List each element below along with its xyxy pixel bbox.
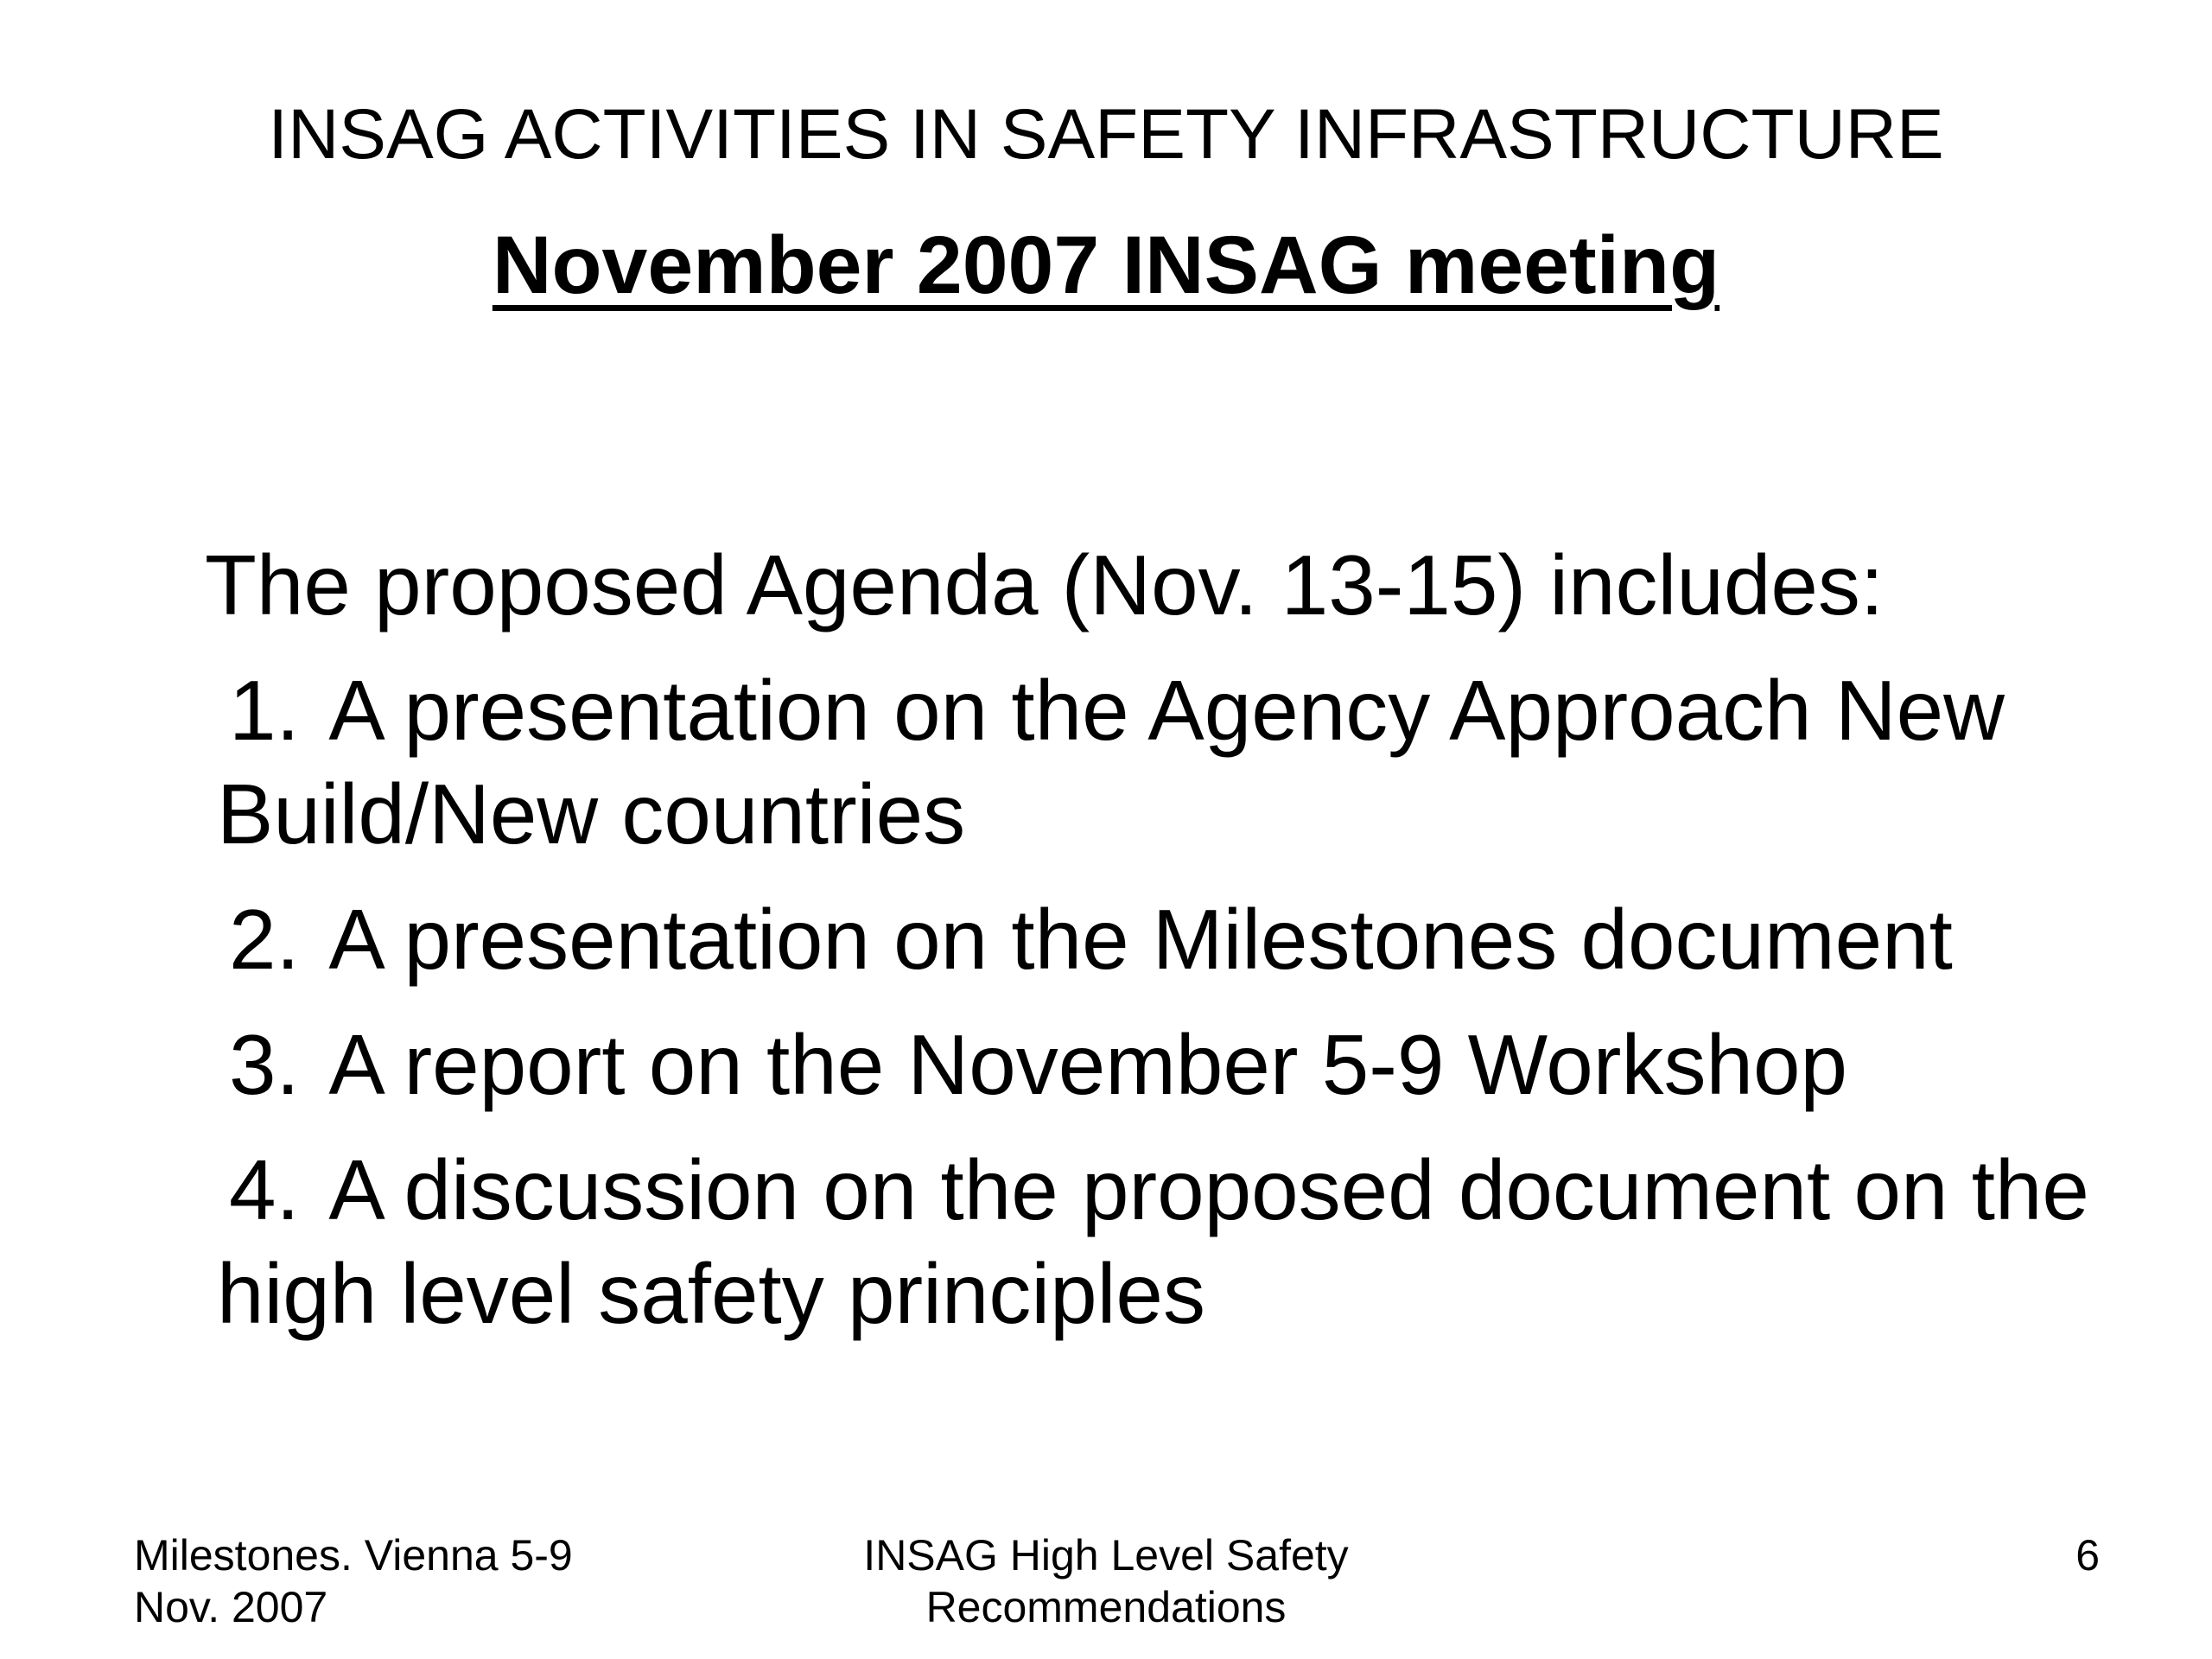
agenda-item-number: 2. — [229, 892, 300, 987]
slide-subtitle: November 2007 INSAG meeting — [492, 219, 1720, 311]
footer-center — [760, 1529, 1452, 1633]
slide-body — [205, 533, 2106, 1367]
agenda-item-text: A report on the November 5-9 Workshop — [328, 1017, 1847, 1112]
footer-center-line-2: Recommendations — [925, 1583, 1287, 1631]
footer-left — [134, 1529, 652, 1633]
agenda-item-text: A discussion on the proposed document on the high level safety principles — [217, 1142, 2089, 1341]
footer-right — [1927, 1529, 2100, 1581]
agenda-item-text: A presentation on the Agency Approach New Build/New countries — [217, 663, 2005, 861]
agenda-item-3 — [205, 1013, 2106, 1116]
slide-title: INSAG ACTIVITIES IN SAFETY INFRASTRUCTURE — [268, 95, 1944, 174]
agenda-item-text: A presentation on the Milestones document — [328, 892, 1953, 987]
agenda-item-1 — [205, 658, 2106, 866]
agenda-item-4 — [205, 1138, 2106, 1345]
footer-left-line-2: Nov. 2007 — [134, 1583, 328, 1631]
agenda-intro: The proposed Agenda (Nov. 13-15) includes: — [205, 537, 1885, 632]
footer-left-line-1: Milestones. Vienna 5-9 — [134, 1531, 573, 1580]
agenda-list — [205, 658, 2106, 1345]
agenda-item-number: 3. — [229, 1017, 300, 1112]
page-number: 6 — [2075, 1531, 2100, 1580]
footer-center-line-1: INSAG High Level Safety — [863, 1531, 1349, 1580]
agenda-item-2 — [205, 887, 2106, 991]
agenda-item-number: 1. — [229, 663, 300, 758]
agenda-item-number: 4. — [229, 1142, 300, 1237]
